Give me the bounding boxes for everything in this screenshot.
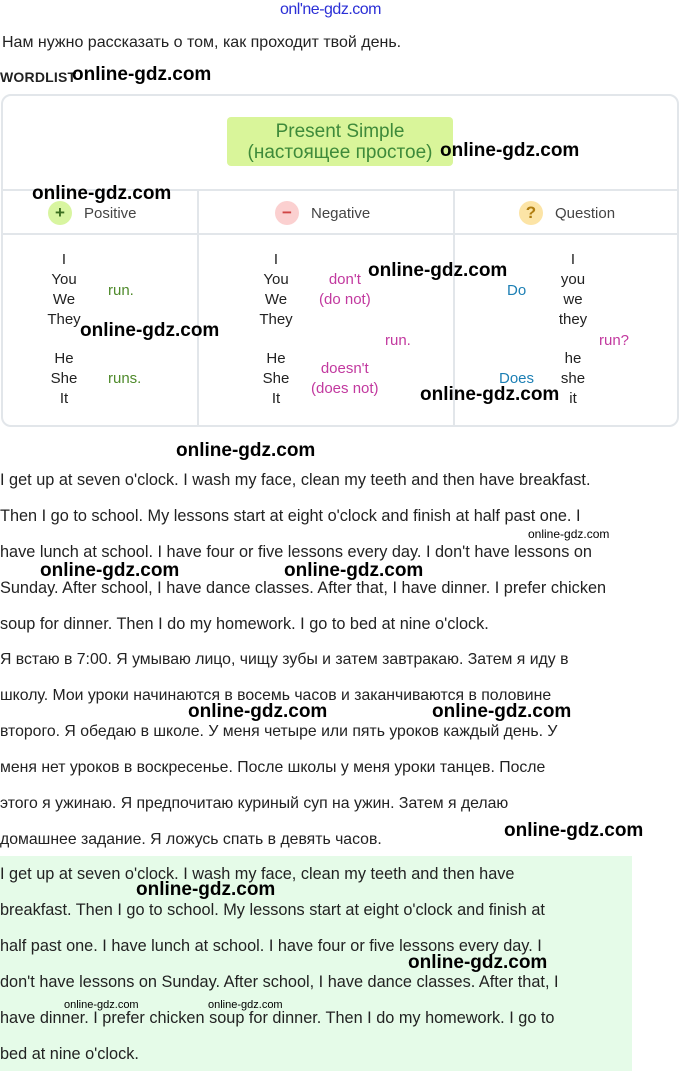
column-label: Negative [311,204,371,222]
verb-form: run. [108,282,134,299]
pronoun: it [569,390,577,407]
watermark: online-gdz.com [40,560,180,581]
minus-icon: − [275,201,299,225]
aux-short: don't [328,271,361,288]
text-line: have dinner. I prefer chicken soup for dinner. Then I do my homework. I go to [0,1009,555,1027]
auxiliary-verb [311,359,379,399]
watermark: online-gdz.com [72,64,212,85]
text-line: bed at nine o'clock. [0,1045,139,1063]
watermark: online-gdz.com [284,560,424,581]
pronoun-list [46,349,82,409]
auxiliary-verb: Does [499,370,535,387]
pronoun: He [54,350,74,367]
pronoun: It [59,390,69,407]
text-line: домашнее задание. Я ложусь спать в девять часов. [0,831,382,848]
verb-form: run. [385,332,411,349]
table-title-line1: Present Simple [275,121,405,142]
pronoun: We [52,291,76,308]
watermark: online-gdz.com [440,140,580,161]
pronoun: You [263,271,289,288]
column-divider [197,190,199,425]
pronoun: She [50,370,78,387]
pronoun-list [46,250,82,330]
table-divider [3,233,679,235]
watermark: online-gdz.com [64,999,139,1011]
watermark: online-gdz.com [176,440,316,461]
column-label: Positive [84,204,137,222]
text-line: soup for dinner. Then I do my homework. I go to bed at nine o'clock. [0,615,489,633]
plus-icon: + [48,201,72,225]
pronoun: He [266,350,286,367]
text-line: Sunday. After school, I have dance classes. After that, I have dinner. I prefer chicken [0,579,607,597]
column-header-negative [275,200,370,226]
pronoun: She [262,370,290,387]
text-line: don't have lessons on Sunday. After school, I have dance classes. After that, I [0,973,559,991]
text-line: I get up at seven o'clock. I wash my face, clean my teeth and then have breakfast. [0,471,591,489]
text-line: меня нет уроков в воскресенье. После школы у меня уроки танцев. После [0,759,546,776]
wordlist-label: WORDLIST [0,69,77,85]
text-line: I get up at seven o'clock. I wash my face, clean my teeth and then have [0,865,515,883]
verb-form: runs. [108,370,142,387]
pronoun-list [554,349,592,409]
aux-short: doesn't [320,360,369,377]
aux-full: (do not) [319,291,371,308]
pronoun-list [554,250,592,330]
watermark: onl'ne-gdz.com [280,1,381,18]
table-title [227,117,453,166]
pronoun: I [61,251,67,268]
text-line: breakfast. Then I go to school. My lessons start at eight o'clock and finish at [0,901,545,919]
column-label: Question [555,204,616,222]
pronoun: she [560,370,586,387]
paragraph-english [0,462,680,642]
auxiliary-verb [319,270,371,310]
pronoun: they [558,311,588,328]
watermark: online-gdz.com [136,879,276,900]
pronoun-list [258,349,294,409]
watermark: online-gdz.com [208,999,283,1011]
text-line: Then I go to school. My lessons start at eight o'clock and finish at half past one. I [0,507,581,525]
watermark: online-gdz.com [432,701,572,722]
watermark: online-gdz.com [368,260,508,281]
pronoun: You [51,271,77,288]
pronoun: we [563,291,583,308]
pronoun: I [273,251,279,268]
text-line: have lunch at school. I have four or five lessons every day. I don't have lessons on [0,543,592,561]
watermark: online-gdz.com [80,320,220,341]
watermark: online-gdz.com [528,527,610,541]
text-line: half past one. I have lunch at school. I have four or five lessons every day. I [0,937,542,955]
aux-full: (does not) [311,380,379,397]
text-line: Я встаю в 7:00. Я умываю лицо, чищу зубы и затем завтракаю. Затем я иду в [0,651,569,668]
auxiliary-verb: Do [507,282,527,299]
text-line: второго. Я обедаю в школе. У меня четыре или пять уроков каждый день. У [0,723,558,740]
intro-text: Нам нужно рассказать о том, как проходит твой день. [2,34,402,51]
pronoun: They [259,311,293,328]
pronoun: you [560,271,586,288]
verb-form: run? [599,332,630,349]
watermark: online-gdz.com [504,820,644,841]
pronoun: It [271,390,281,407]
watermark: online-gdz.com [420,384,560,405]
watermark: online-gdz.com [408,952,548,973]
pronoun: They [47,311,81,328]
column-header-question [519,200,615,226]
text-line: этого я ужинаю. Я предпочитаю куриный суп на ужин. Затем я делаю [0,795,509,812]
pronoun: I [570,251,576,268]
pronoun-list [258,250,294,330]
pronoun: he [564,350,582,367]
watermark: online-gdz.com [188,701,328,722]
pronoun: We [264,291,288,308]
table-title-line2: (настоящее простое) [247,142,433,163]
watermark: online-gdz.com [32,183,172,204]
question-icon: ? [519,201,543,225]
text-line: школу. Мои уроки начинаются в восемь часов и заканчиваются в половине [0,687,552,704]
